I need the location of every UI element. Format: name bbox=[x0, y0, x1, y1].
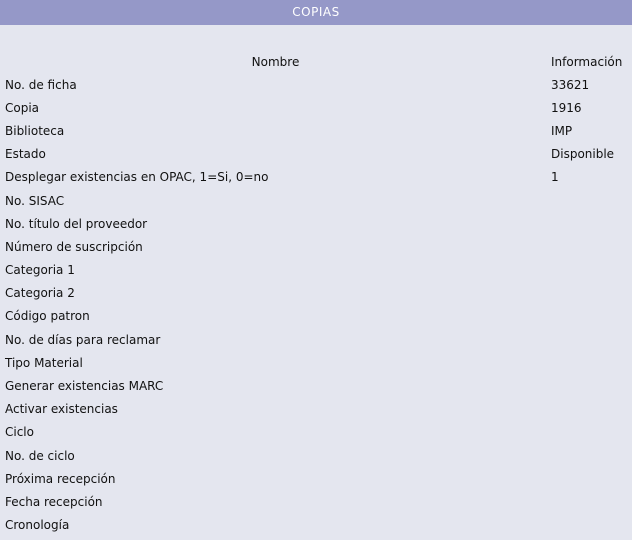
field-value bbox=[551, 328, 632, 351]
field-value bbox=[551, 398, 632, 421]
table-row bbox=[0, 212, 632, 235]
field-value: 33621 bbox=[551, 77, 590, 92]
field-name: No. SISAC bbox=[5, 193, 65, 208]
field-value bbox=[551, 282, 632, 305]
field-name: Próxima recepción bbox=[5, 471, 116, 486]
table-row bbox=[0, 421, 632, 444]
field-value: Disponible bbox=[551, 147, 615, 162]
column-header-info: Información bbox=[551, 55, 623, 69]
field-value bbox=[551, 235, 632, 258]
table-row bbox=[0, 259, 632, 282]
field-value bbox=[551, 212, 632, 235]
field-name: Fecha recepción bbox=[5, 494, 103, 509]
section-title: COPIAS bbox=[292, 5, 340, 19]
field-value bbox=[551, 305, 632, 328]
section-header bbox=[0, 0, 632, 25]
field-name: Cronología bbox=[5, 518, 70, 533]
field-value bbox=[551, 259, 632, 282]
field-value bbox=[551, 374, 632, 397]
field-value bbox=[551, 421, 632, 444]
table-row bbox=[0, 282, 632, 305]
field-value bbox=[551, 490, 632, 513]
field-name: Copia bbox=[5, 100, 40, 115]
field-name: No. de ciclo bbox=[5, 448, 75, 463]
field-value bbox=[551, 467, 632, 490]
field-name: No. de ficha bbox=[5, 77, 77, 92]
field-name: Categoria 1 bbox=[5, 263, 75, 278]
field-name: Desplegar existencias en OPAC, 1=Si, 0=no bbox=[5, 170, 269, 185]
field-value: 1 bbox=[551, 170, 559, 185]
column-header-name: Nombre bbox=[251, 55, 300, 69]
field-value: 1916 bbox=[551, 100, 582, 115]
table-row bbox=[0, 514, 632, 537]
table-row bbox=[0, 467, 632, 490]
table-row bbox=[0, 189, 632, 212]
field-value bbox=[551, 444, 632, 467]
table-row bbox=[0, 119, 632, 142]
table-row bbox=[0, 166, 632, 189]
field-name: Categoria 2 bbox=[5, 286, 75, 301]
field-name: No. título del proveedor bbox=[5, 216, 148, 231]
table-row bbox=[0, 444, 632, 467]
field-value: IMP bbox=[551, 123, 573, 138]
field-value bbox=[551, 189, 632, 212]
table-row bbox=[0, 398, 632, 421]
table-row bbox=[0, 96, 632, 119]
field-name: No. de días para reclamar bbox=[5, 332, 161, 347]
table-row bbox=[0, 235, 632, 258]
table-row bbox=[0, 490, 632, 513]
table-row bbox=[0, 328, 632, 351]
table-row bbox=[0, 73, 632, 96]
field-name: Ciclo bbox=[5, 425, 34, 440]
table-row bbox=[0, 143, 632, 166]
table-row bbox=[0, 305, 632, 328]
field-name: Activar existencias bbox=[5, 402, 118, 417]
table-header-row bbox=[0, 51, 632, 73]
field-value bbox=[551, 351, 632, 374]
table-row bbox=[0, 374, 632, 397]
field-name: Número de suscripción bbox=[5, 239, 143, 254]
field-name: Estado bbox=[5, 147, 46, 162]
field-name: Código patron bbox=[5, 309, 90, 324]
field-name: Biblioteca bbox=[5, 123, 65, 138]
table-row bbox=[0, 351, 632, 374]
field-value bbox=[551, 514, 632, 537]
field-name: Tipo Material bbox=[5, 355, 83, 370]
copies-table bbox=[0, 51, 632, 537]
field-name: Generar existencias MARC bbox=[5, 379, 164, 394]
